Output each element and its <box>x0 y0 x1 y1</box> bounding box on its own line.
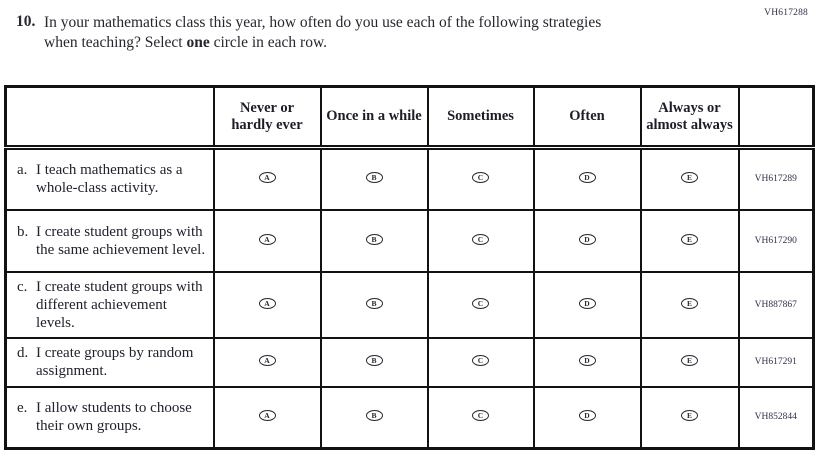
option-bubble-c-C[interactable] <box>472 298 489 309</box>
cell-a-always <box>641 148 739 210</box>
cell-e-often <box>534 387 641 449</box>
bubble-letter: C <box>477 173 484 183</box>
question-text-bold-word: one <box>186 34 210 52</box>
bubble-letter: E <box>686 411 692 421</box>
question-text <box>44 13 638 54</box>
cell-e-once <box>321 387 428 449</box>
option-bubble-a-C[interactable] <box>472 172 489 183</box>
option-bubble-b-D[interactable] <box>579 234 596 245</box>
bubble-letter: B <box>371 411 377 421</box>
option-bubble-d-A[interactable] <box>259 355 276 366</box>
response-grid <box>4 85 815 450</box>
bubble-letter: D <box>584 411 590 421</box>
bubble-letter: B <box>371 356 377 365</box>
bubble-letter: B <box>371 173 377 183</box>
header-row <box>6 87 814 148</box>
cell-c-never <box>214 272 321 338</box>
bubble-letter: B <box>371 298 377 308</box>
header-empty-statement <box>6 87 214 148</box>
option-bubble-c-B[interactable] <box>366 298 383 309</box>
bubble-letter: B <box>371 234 377 244</box>
bubble-letter: D <box>584 234 590 244</box>
cell-a-once <box>321 148 428 210</box>
table-row-b <box>6 210 814 272</box>
option-bubble-c-E[interactable] <box>681 298 698 309</box>
bubble-letter: E <box>686 173 692 183</box>
bubble-letter: E <box>686 234 692 244</box>
option-bubble-a-E[interactable] <box>681 172 698 183</box>
header-often: Often <box>534 87 641 148</box>
question-block <box>16 13 656 54</box>
bubble-letter: D <box>584 356 590 365</box>
option-bubble-e-E[interactable] <box>681 410 698 421</box>
row-letter-e: e. <box>17 400 28 417</box>
row-statement-a: I teach mathematics as a whole-class activity. <box>36 162 183 197</box>
bubble-letter: C <box>477 411 484 421</box>
row-letter-a: a. <box>17 162 28 179</box>
bubble-letter: D <box>584 298 590 308</box>
header-once-in-a-while: Once in a while <box>321 87 428 148</box>
cell-c-sometimes <box>428 272 534 338</box>
cell-b-often <box>534 210 641 272</box>
bubble-letter: D <box>584 173 590 183</box>
bubble-letter: C <box>477 298 484 308</box>
cell-c-often <box>534 272 641 338</box>
option-bubble-d-B[interactable] <box>366 355 383 366</box>
option-bubble-a-D[interactable] <box>579 172 596 183</box>
option-bubble-e-C[interactable] <box>472 410 489 421</box>
table-row-e <box>6 387 814 449</box>
statement-cell-b <box>6 210 214 272</box>
bubble-letter: E <box>686 298 692 308</box>
bubble-letter: A <box>264 173 270 183</box>
row-code-e: VH852844 <box>739 387 814 449</box>
bubble-letter: A <box>264 298 270 308</box>
cell-e-sometimes <box>428 387 534 449</box>
header-never: Never or hardly ever <box>214 87 321 148</box>
row-statement-e: I allow students to choose their own groups. <box>36 400 192 435</box>
option-bubble-b-C[interactable] <box>472 234 489 245</box>
option-bubble-c-D[interactable] <box>579 298 596 309</box>
question-number: 10. <box>16 13 36 30</box>
table-row-a <box>6 148 814 210</box>
cell-c-always <box>641 272 739 338</box>
option-bubble-b-A[interactable] <box>259 234 276 245</box>
option-bubble-e-A[interactable] <box>259 410 276 421</box>
option-bubble-b-B[interactable] <box>366 234 383 245</box>
row-letter-d: d. <box>17 345 29 361</box>
bubble-letter: A <box>264 234 270 244</box>
statement-cell-e <box>6 387 214 449</box>
header-always: Always or almost always <box>641 87 739 148</box>
cell-d-never <box>214 338 321 387</box>
option-bubble-b-E[interactable] <box>681 234 698 245</box>
statement-cell-a <box>6 148 214 210</box>
bubble-letter: A <box>264 411 270 421</box>
table-row-d <box>6 338 814 387</box>
bubble-letter: A <box>264 356 270 365</box>
option-bubble-d-D[interactable] <box>579 355 596 366</box>
question-text-after: circle in each row. <box>209 34 328 52</box>
row-statement-c: I create student groups with different achievement levels. <box>36 278 203 331</box>
cell-d-once <box>321 338 428 387</box>
row-code-a: VH617289 <box>739 148 814 210</box>
cell-d-always <box>641 338 739 387</box>
cell-a-sometimes <box>428 148 534 210</box>
option-bubble-d-C[interactable] <box>472 355 489 366</box>
row-statement-d: I create groups by random assignment. <box>36 345 194 379</box>
cell-e-always <box>641 387 739 449</box>
bubble-letter: E <box>686 356 692 365</box>
option-bubble-e-B[interactable] <box>366 410 383 421</box>
row-letter-b: b. <box>17 223 29 240</box>
row-code-b: VH617290 <box>739 210 814 272</box>
option-bubble-e-D[interactable] <box>579 410 596 421</box>
header-empty-code <box>739 87 814 148</box>
cell-b-sometimes <box>428 210 534 272</box>
row-statement-b: I create student groups with the same achievement level. <box>36 223 206 258</box>
cell-b-always <box>641 210 739 272</box>
row-code-c: VH887867 <box>739 272 814 338</box>
row-code-d: VH617291 <box>739 338 814 387</box>
statement-cell-c <box>6 272 214 338</box>
page-accession-code: VH617288 <box>764 8 808 18</box>
table-row-c <box>6 272 814 338</box>
question-text-before: In your mathematics class this year, how often do you use each of the following strategies when teaching? Select <box>44 14 602 52</box>
row-letter-c: c. <box>17 278 28 295</box>
cell-d-often <box>534 338 641 387</box>
option-bubble-a-B[interactable] <box>366 172 383 183</box>
cell-d-sometimes <box>428 338 534 387</box>
cell-b-never <box>214 210 321 272</box>
option-bubble-a-A[interactable] <box>259 172 276 183</box>
option-bubble-d-E[interactable] <box>681 355 698 366</box>
cell-c-once <box>321 272 428 338</box>
cell-e-never <box>214 387 321 449</box>
header-sometimes: Sometimes <box>428 87 534 148</box>
bubble-letter: C <box>477 234 484 244</box>
cell-a-never <box>214 148 321 210</box>
option-bubble-c-A[interactable] <box>259 298 276 309</box>
cell-a-often <box>534 148 641 210</box>
statement-cell-d <box>6 338 214 387</box>
cell-b-once <box>321 210 428 272</box>
bubble-letter: C <box>477 356 484 365</box>
